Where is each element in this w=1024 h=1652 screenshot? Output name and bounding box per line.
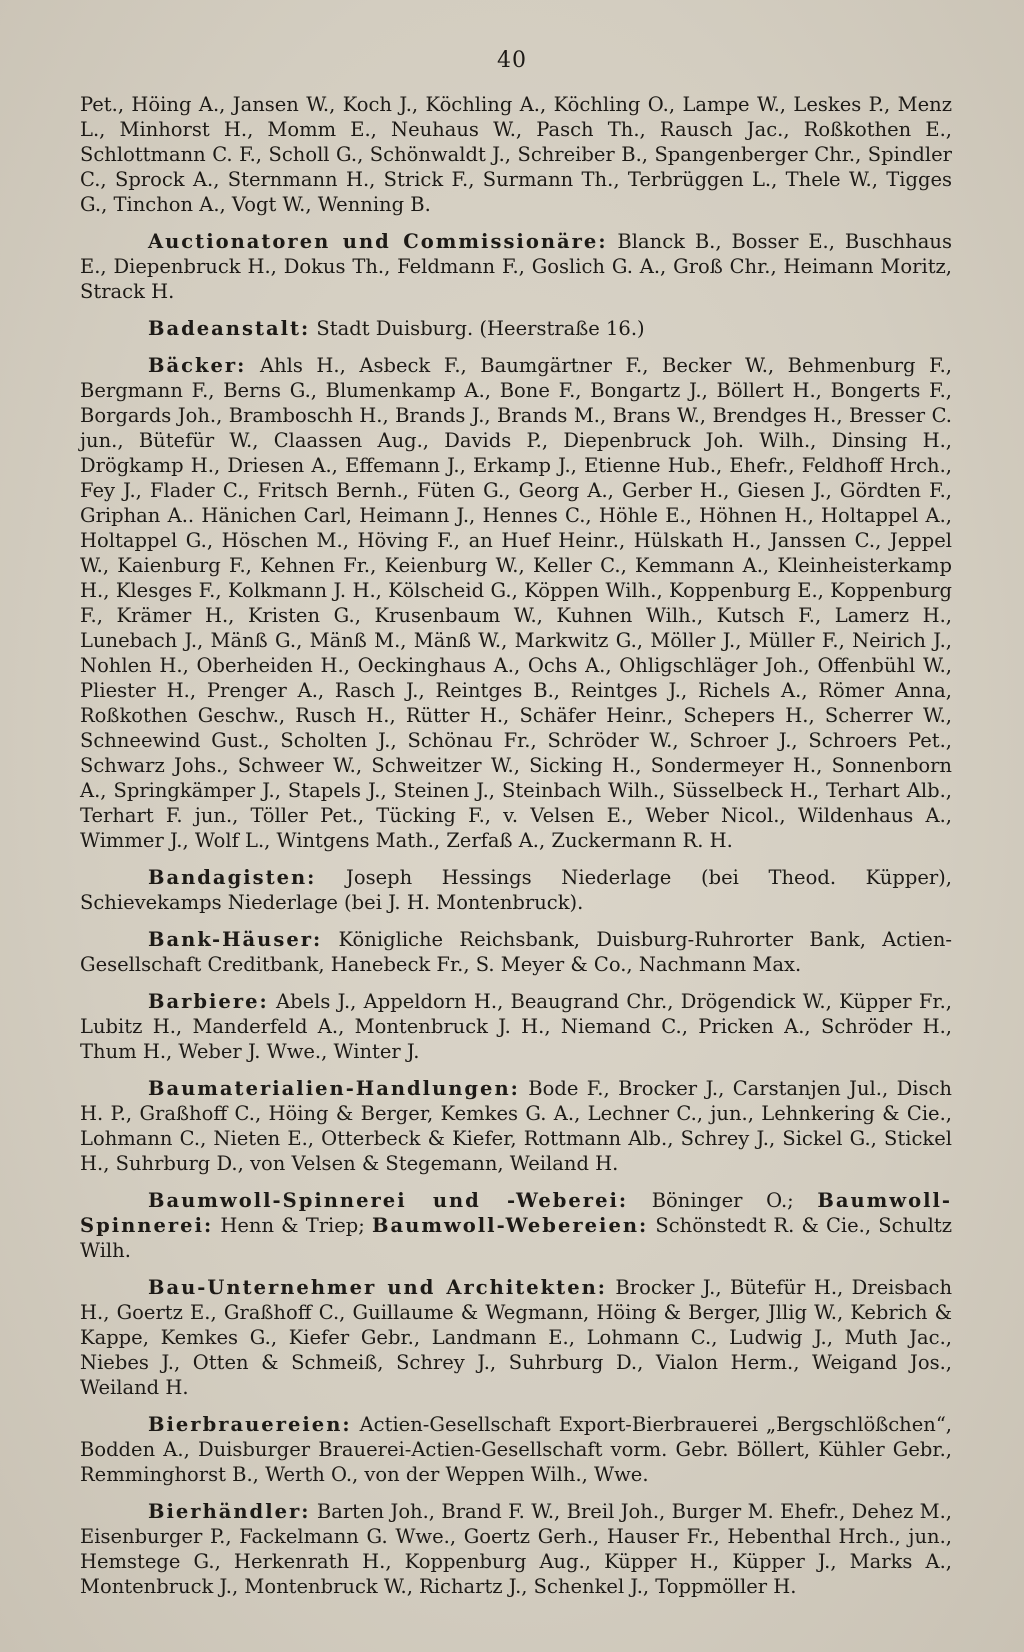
- section-text: Schönstedt R. & Cie., Schultz Wilh.: [80, 1214, 952, 1262]
- section-heading: Auctionatoren und Commissionäre:: [148, 230, 608, 253]
- section-bierhaendler: [80, 1499, 952, 1599]
- intro-paragraph: Pet., Höing A., Jansen W., Koch J., Köchling A., Köchling O., Lampe W., Leskes P., Menz L., Minhorst H., Momm E., Neuhaus W., Pasch Th., Rausch Jac., Roßkothen E., Schlottmann C. F., Scholl G., Schönwaldt J., Schreiber B., Spangenberger Chr., Spindler C., Sprock A., Sternmann H., Strick F., Surmann Th., Terbrüggen L., Thele W., Tigges G., Tinchon A., Vogt W., Wenning B.: [80, 93, 952, 216]
- section-text: Actien-Gesellschaft Export-Bierbrauerei „Bergschlößchen“, Bodden A., Duisburger Brauerei-Actien-Gesellschaft vorm. Gebr. Böllert, Kühler Gebr., Remminghorst B., Werth O., von der Weppen Wilh., Wwe.: [80, 1413, 952, 1486]
- section-bierbrauereien: [80, 1412, 952, 1487]
- section-text: Stadt Duisburg. (Heerstraße 16.): [310, 317, 645, 340]
- section-auctionatoren: [80, 229, 952, 304]
- section-heading: Badeanstalt:: [148, 317, 311, 340]
- section-subheading: Baumwoll-Webereien:: [372, 1214, 649, 1237]
- page-content: [80, 92, 952, 1599]
- section-barbiere: [80, 989, 952, 1064]
- section-bau-unternehmer: [80, 1275, 952, 1400]
- section-text: Königliche Reichsbank, Duisburg-Ruhrorter Bank, Actien-Gesellschaft Creditbank, Hanebeck Fr., S. Meyer & Co., Nachmann Max.: [80, 928, 952, 976]
- section-text: Blanck B., Bosser E., Buschhaus E., Diepenbruck H., Dokus Th., Feldmann F., Goslich G. A., Groß Chr., Heimann Moritz, Strack H.: [80, 230, 952, 303]
- section-baecker: [80, 353, 952, 853]
- section-bandagisten: [80, 865, 952, 915]
- section-text: Brocker J., Bütefür H., Dreisbach H., Goertz E., Graßhoff C., Guillaume & Wegmann, Höing & Berger, Jllig W., Kebrich & Kappe, Kemkes G., Kiefer Gebr., Landmann E., Lohmann C., Ludwig J., Muth Jac., Niebes J., Otten & Schmeiß, Schrey J., Suhrburg D., Vialon Herm., Weigand Jos., Weiland H.: [80, 1276, 952, 1399]
- section-heading: Barbiere:: [148, 990, 269, 1013]
- section-subheading: Baumwoll-Spinnerei:: [80, 1189, 952, 1237]
- section-text: Henn & Triep;: [213, 1214, 373, 1237]
- section-text: Joseph Hessings Niederlage (bei Theod. Küpper), Schievekamps Niederlage (bei J. H. Montenbruck).: [80, 866, 952, 914]
- section-heading: Bäcker:: [148, 354, 247, 377]
- section-heading: Bierhändler:: [148, 1500, 311, 1523]
- section-heading: Bank-Häuser:: [148, 928, 323, 951]
- section-baumaterialien: [80, 1076, 952, 1176]
- section-heading: Baumaterialien-Handlungen:: [148, 1077, 520, 1100]
- section-text: Böninger O.;: [628, 1189, 818, 1212]
- section-heading: Bierbrauereien:: [148, 1413, 352, 1436]
- section-text: Abels J., Appeldorn H., Beaugrand Chr., Drögendick W., Küpper Fr., Lubitz H., Manderfeld A., Montenbruck J. H., Niemand C., Pricken A., Schröder H., Thum H., Weber J. Wwe., Winter J.: [80, 990, 952, 1063]
- page-number: 40: [497, 48, 527, 73]
- section-heading: Baumwoll-Spinnerei und -Weberei:: [148, 1189, 629, 1212]
- section-text: Barten Joh., Brand F. W., Breil Joh., Burger M. Ehefr., Dehez M., Eisenburger P., Fackelmann G. Wwe., Goertz Gerh., Hauser Fr., Hebenthal Hrch., jun., Hemstege G., Herkenrath H., Koppenburg Aug., Küpper H., Küpper J., Marks A., Montenbruck J., Montenbruck W., Richartz J., Schenkel J., Toppmöller H.: [80, 1500, 952, 1598]
- section-text: Bode F., Brocker J., Carstanjen Jul., Disch H. P., Graßhoff C., Höing & Berger, Kemkes G. A., Lechner C., jun., Lehnkering & Cie., Lohmann C., Nieten E., Otterbeck & Kiefer, Rottmann Alb., Schrey J., Sickel G., Stickel H., Suhrburg D., von Velsen & Stegemann, Weiland H.: [80, 1077, 952, 1175]
- section-heading: Bandagisten:: [148, 866, 317, 889]
- section-badeanstalt: [80, 316, 952, 341]
- section-text: Ahls H., Asbeck F., Baumgärtner F., Becker W., Behmenburg F., Bergmann F., Berns G., Blumenkamp A., Bone F., Bongartz J., Böllert H., Bongerts F., Borgards Joh., Bramboschh H., Brands J., Brands M., Brans W., Brendges H., Bresser C. jun., Bütefür W., Claassen Aug., Davids P., Diepenbruck Joh. Wilh., Dinsing H., Drögkamp H., Driesen A., Effemann J., Erkamp J., Etienne Hub., Ehefr., Feldhoff Hrch., Fey J., Flader C., Fritsch Bernh., Füten G., Georg A., Gerber H., Giesen J., Gördten F., Griphan A.. Hänichen Carl, Heimann J., Hennes C., Höhle E., Höhnen H., Holtappel A., Holtappel G., Höschen M., Höving F., an Huef Heinr., Hülskath H., Janssen C., Jeppel W., Kaienburg F., Kehnen Fr., Keienburg W., Keller C., Kemmann A., Kleinheisterkamp H., Klesges F., Kolkmann J. H., Kölscheid G., Köppen Wilh., Koppenburg E., Koppenburg F., Krämer H., Kristen G., Krusenbaum W., Kuhnen Wilh., Kutsch F., Lamerz H., Lunebach J., Mänß G., Mänß M., Mänß W., Markwitz G., Möller J., Müller F., Neirich J., Nohlen H., Oberheiden H., Oeckinghaus A., Ochs A., Ohligschläger Joh., Offenbühl W., Pliester H., Prenger A., Rasch J., Reintges B., Reintges J., Richels A., Römer Anna, Roßkothen Geschw., Rusch H., Rütter H., Schäfer Heinr., Schepers H., Scherrer W., Schneewind Gust., Scholten J., Schönau Fr., Schröder W., Schroer J., Schroers Pet., Schwarz Johs., Schweer W., Schweitzer W., Sicking H., Sondermeyer H., Sonnenborn A., Springkämper J., Stapels J., Steinen J., Steinbach Wilh., Süsselbeck H., Terhart Alb., Terhart F. jun., Töller Pet., Tücking F., v. Velsen E., Weber Nicol., Wildenhaus A., Wimmer J., Wolf L., Wintgens Math., Zerfaß A., Zuckermann R. H.: [80, 354, 952, 852]
- section-baumwoll: [80, 1188, 952, 1263]
- section-bank-haeuser: [80, 927, 952, 977]
- section-heading: Bau-Unternehmer und Architekten:: [148, 1276, 607, 1299]
